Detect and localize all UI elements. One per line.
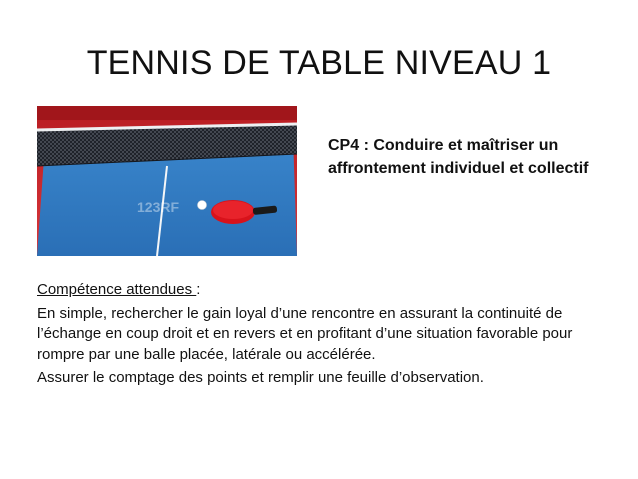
floor-top-shade <box>37 106 297 120</box>
table-tennis-photo <box>37 106 297 256</box>
competence-heading <box>37 280 617 301</box>
competence-section <box>37 280 617 392</box>
competence-colon: : <box>196 281 201 298</box>
watermark: 123RF <box>137 199 180 215</box>
cp-heading: CP4 : Conduire et maîtriser un affrontement individuel et collectif <box>328 137 589 177</box>
table-tennis-illustration <box>37 106 297 256</box>
ball <box>198 201 207 210</box>
slide-title: TENNIS DE TABLE NIVEAU 1 <box>86 44 552 82</box>
competence-label: Compétence attendues <box>37 281 197 298</box>
competence-paragraph-2: Assurer le comptage des points et remplir une feuille d’observation. <box>37 369 484 386</box>
racket-highlight <box>213 201 253 219</box>
competence-paragraph-1: En simple, rechercher le gain loyal d’une rencontre en assurant la continuité de l’échange en coup droit et en revers et en profitant d’une situation favorable pour rompre par une balle placée, latérale ou accélérée. <box>37 304 573 363</box>
